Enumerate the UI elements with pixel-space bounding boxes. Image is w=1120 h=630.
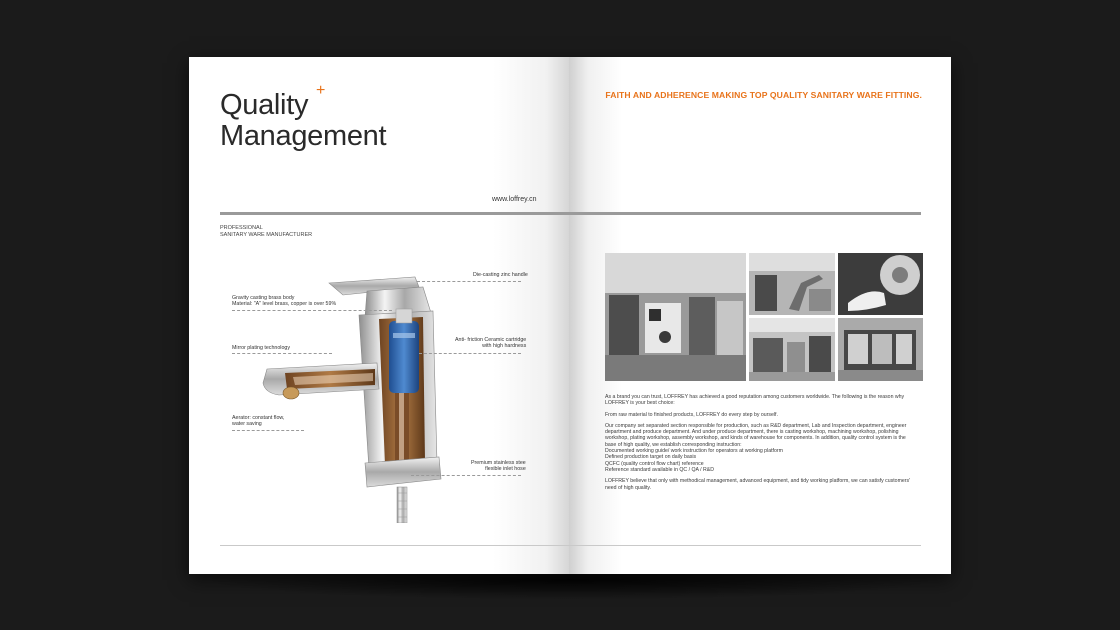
- callout-aerator: [232, 415, 284, 428]
- page-title: [220, 90, 386, 152]
- callout-hose-line1: Premium stainless stee: [471, 460, 526, 466]
- callout-hose-line2: flexible inlet hose: [485, 466, 526, 473]
- closing-line-1: LOFFREY believe that only with methodical management, advanced equipment, and tidy working platform, we can satisfy customers': [605, 478, 911, 485]
- callout-cartridge-line1: Anti- friction Ceramic cartridge: [455, 337, 527, 343]
- intro-line-2: LOFFREY is your best choice:: [605, 400, 675, 407]
- robot-arm-photo: [749, 253, 835, 315]
- leader-body: [232, 310, 392, 311]
- section-label: [220, 225, 312, 238]
- departments-line-8: Reference standard available in QC / QA / R&D: [605, 466, 714, 473]
- section-label-line1: PROFESSIONAL: [220, 225, 263, 231]
- callout-cartridge: [455, 337, 526, 350]
- departments-line-1: Our company set separated section responsible for production, such as R&D department, Lab and Inspection department, engineer: [605, 422, 907, 429]
- title-line-management: Management: [220, 120, 387, 152]
- callout-body: [232, 295, 336, 308]
- polishing-photo: [838, 253, 923, 315]
- website-link[interactable]: www.loffrey.cn: [492, 196, 537, 203]
- tagline: FAITH AND ADHERENCE MAKING TOP QUALITY SANITARY WARE FITTING.: [605, 90, 922, 100]
- callout-plating: [232, 345, 290, 351]
- callout-handle-text: Die-casting zinc handle: [473, 272, 528, 278]
- right-page: [569, 57, 951, 574]
- workshop-photo: [749, 318, 835, 381]
- plus-accent: +: [316, 82, 326, 99]
- step-line: From raw material to finished products, LOFFREY do every step by ourself.: [605, 411, 778, 418]
- callout-aerator-line2: water saving: [232, 421, 262, 428]
- paragraph-closing: [605, 478, 923, 491]
- callout-body-line1: Gravity casting brass body: [232, 295, 295, 301]
- machine-hall-photo: [838, 318, 923, 381]
- callout-plating-text: Mirror plating technology: [232, 345, 290, 351]
- leader-plating: [232, 353, 332, 354]
- leader-cartridge: [419, 353, 521, 354]
- footer-rule: [220, 545, 921, 546]
- departments-line-3: workshop, plating workshop, assembly workshop, and kinds of warehouse for components. In addition, quality control system is the: [605, 435, 906, 442]
- body-copy: [605, 394, 923, 496]
- callout-aerator-line1: Aerator: constant flow,: [232, 415, 285, 421]
- leader-handle: [417, 281, 521, 282]
- title-line-quality: Quality: [220, 89, 309, 121]
- departments-line-6: Defined production target on daily basis: [605, 454, 697, 461]
- callout-cartridge-line2: with high hardness: [482, 343, 527, 350]
- callout-body-line2: Material: "A" level brass, copper is over 59%: [232, 301, 337, 308]
- callout-hose: [471, 460, 526, 473]
- section-label-line2: SANITARY WARE MANUFACTURER: [220, 231, 313, 238]
- factory-floor-photo: [605, 253, 746, 381]
- intro-line-1: As a brand you can trust, LOFFREY has achieved a good reputation among customers worldwide. The following is the reason why: [605, 394, 905, 400]
- departments-line-7: QCFC (quality control flow chart) reference: [605, 460, 704, 467]
- leader-hose: [411, 475, 521, 476]
- closing-line-2: need of high quality.: [605, 484, 652, 491]
- brochure-spread: [189, 57, 951, 574]
- paragraph-intro: [605, 394, 923, 407]
- callout-handle: [473, 272, 528, 278]
- departments-line-2: department and produce department. And under produce department, there is casting workshop, machining workshop, polishing: [605, 429, 899, 436]
- departments-line-4: base of high quality, we establish corresponding instruction:: [605, 441, 742, 448]
- paragraph-departments: [605, 423, 923, 473]
- departments-line-5: Documented working guide/ work instruction for operators at working platform: [605, 448, 783, 455]
- leader-aerator: [232, 430, 304, 431]
- header-rule: [220, 212, 921, 215]
- left-page: [189, 57, 569, 574]
- paragraph-step: [605, 412, 923, 418]
- factory-photo-grid: [605, 253, 923, 381]
